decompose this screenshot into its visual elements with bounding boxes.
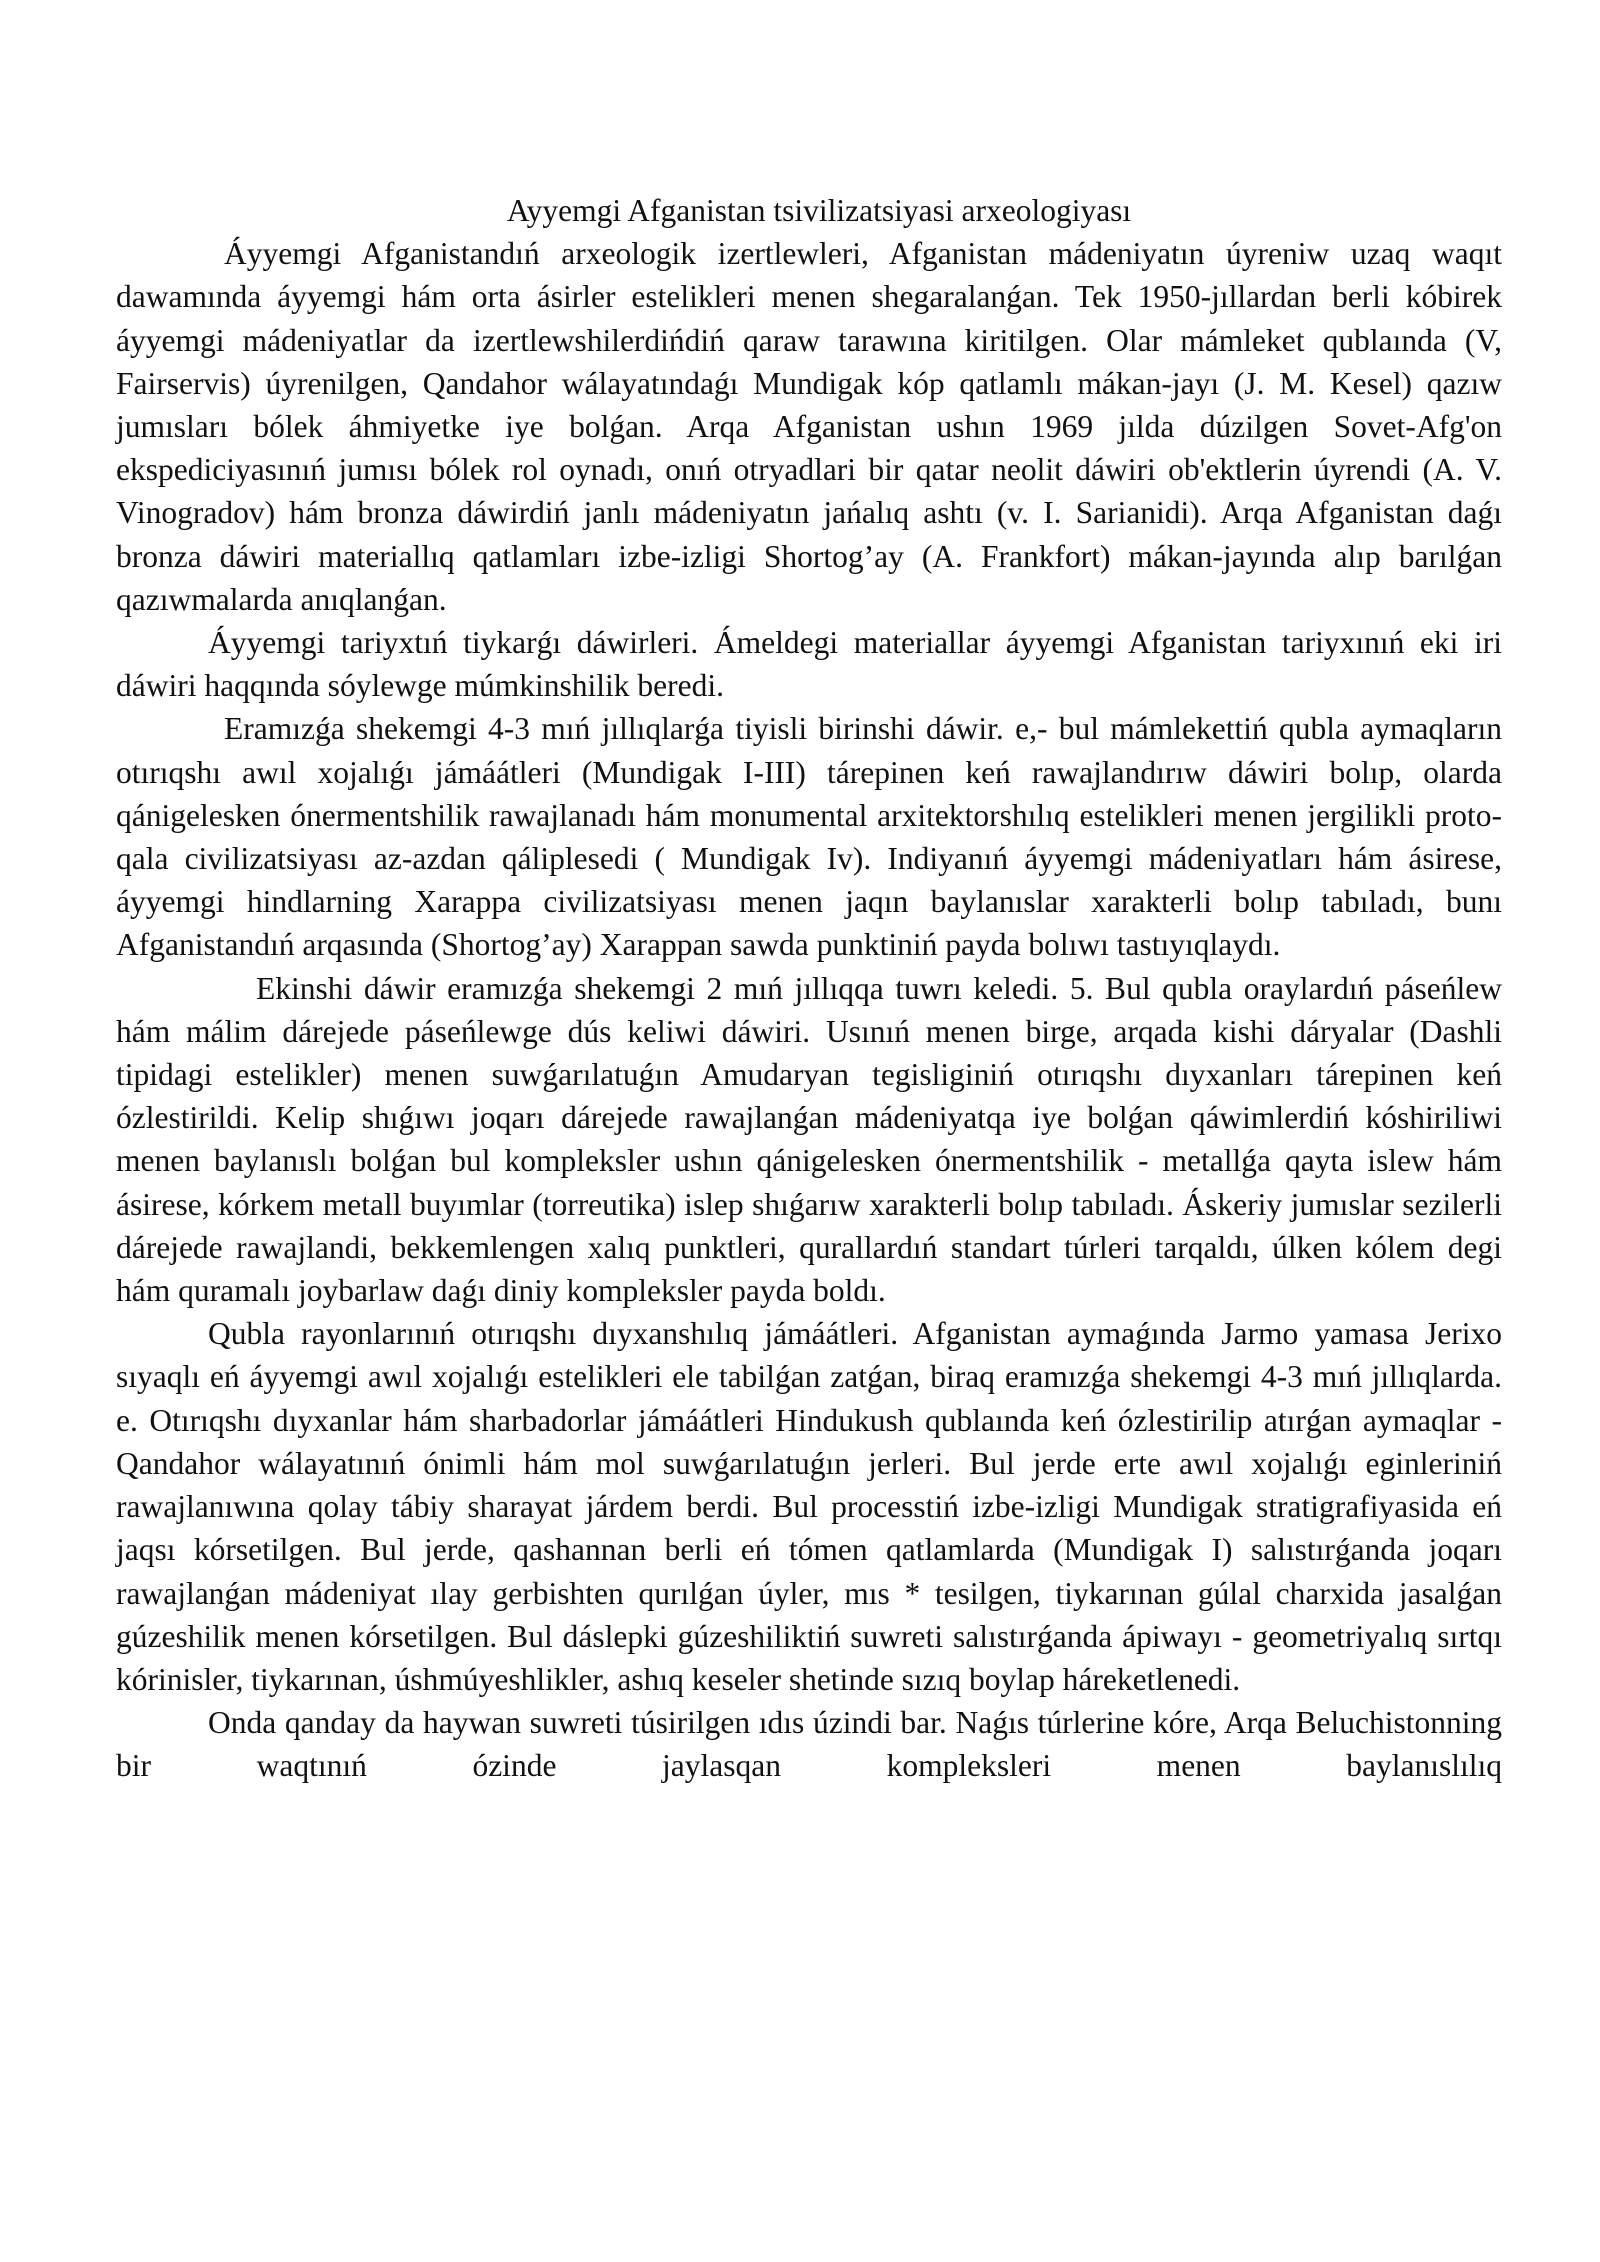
paragraph-vessel-fragment: Onda qanday da haywan suwreti túsirilgen ıdıs úzindi bar. Naǵıs túrlerine kóre, Arqa Beluchistonning bir waqtınıń ózinde jaylasqan kompleksleri menen baylanıslılıq xyxy=(116,1705,1502,1784)
paragraph-first-period: Eramızǵa shekemgi 4-3 mıń jıllıqlarǵa tiyisli birinshi dáwir. e,- bul mámlekettiń qubla aymaqların otırıqshı awıl xojalıǵı jámáátleri (Mundigak I-III) tárepinen keń rawajlandırıw dáwiri bolıp, olarda qánigelesken ónermentshilik rawajlanadı hám monumental arxitektorshılıq estelikleri menen jergilikli proto-qala civilizatsiyası az-azdan qáliplesedi ( Mundigak Iv). Indiyanıń áyyemgi mádeniyatları hám ásirese, áyyemgi hindlarning Xarappa civilizatsiyası menen jaqın baylanıslar xarakterli bolıp tabıladı, bunı Afganistandıń arqasında (Shortog’ay) Xarappan sawda punktiniń payda bolıwı tastıyıqlaydı. xyxy=(116,711,1502,963)
paragraph-second-period: Ekinshi dáwir eramızǵa shekemgi 2 mıń jıllıqqa tuwrı keledi. 5. Bul qubla oraylardıń páseńlew hám málim dárejede páseńlewge dús keliwi dáwiri. Usınıń menen birge, arqada kishi dáryalar (Dashli tipidagi estelikler) menen suwǵarılatuǵın Amudaryan tegisliginiń otırıqshı dıyxanları tárepinen keń ózlestirildi. Kelip shıǵıwı joqarı dárejede rawajlanǵan mádeniyatqa iye bolǵan qáwimlerdiń kóshiriliwi menen baylanıslı bolǵan bul kompleksler ushın qánigelesken ónermentshilik - metallǵa qayta islew hám ásirese, kórkem metall buyımlar (torreutika) islep shıǵarıw xarakterli bolıp tabıladı. Áskeriy jumıslar sezilerli dárejede rawajlandi, bekkemlengen xalıq punktleri, qurallardıń standart túrleri tarqaldı, úlken kólem degi hám quramalı joybarlaw daǵı diniy kompleksler payda boldı. xyxy=(116,970,1502,1309)
document-body xyxy=(116,189,1502,1788)
document-title: Ayyemgi Afganistan tsivilizatsiyasi arxeologiyası xyxy=(506,193,1132,228)
paragraph-main-periods: Áyyemgi tariyxtıń tiykarǵı dáwirleri. Ámeldegi materiallar áyyemgi Afganistan tariyxınıń eki iri dáwiri haqqında sóylewge múmkinshilik beredi. xyxy=(116,625,1502,704)
paragraph-intro: Áyyemgi Afganistandıń arxeologik izertlewleri, Afganistan mádeniyatın úyreniw uzaq waqıt dawamında áyyemgi hám orta ásirler estelikleri menen shegaralanǵan. Tek 1950-jıllardan berli kóbirek áyyemgi mádeniyatlar da izertlewshilerdińdiń qaraw tarawına kiritilgen. Olar mámleket qublaında (V, Fairservis) úyrenilgen, Qandahor wálayatındaǵı Mundigak kóp qatlamlı mákan-jayı (J. M. Kesel) qazıw jumısları bólek áhmiyetke iye bolǵan. Arqa Afganistan ushın 1969 jılda dúzilgen Sovet-Afg'on ekspediciyasınıń jumısı bólek rol oynadı, onıń otryadlari bir qatar neolit dáwiri ob'ektlerin úyrendi (A. V. Vinogradov) hám bronza dáwirdiń janlı mádeniyatın jańalıq ashtı (v. I. Sarianidi). Arqa Afganistan daǵı bronza dáwiri materiallıq qatlamları izbe-izligi Shortog’ay (A. Frankfort) mákan-jayında alıp barılǵan qazıwmalarda anıqlanǵan. xyxy=(116,236,1502,617)
paragraph-southern-communities: Qubla rayonlarınıń otırıqshı dıyxanshılıq jámáátleri. Afganistan aymaǵında Jarmo yamasa Jerixo sıyaqlı eń áyyemgi awıl xojalıǵı estelikleri ele tabilǵan zatǵan, biraq eramızǵa shekemgi 4-3 mıń jıllıqlarda. e. Otırıqshı dıyxanlar hám sharbadorlar jámáátleri Hindukush qublaında keń ózlestirilip atırǵan aymaqlar - Qandahor wálayatınıń ónimli hám mol suwǵarılatuǵın jerleri. Bul jerde erte awıl xojalıǵı eginleriniń rawajlanıwına qolay tábiy sharayat járdem berdi. Bul processtiń izbe-izligi Mundigak stratigrafiyasida eń jaqsı kórsetilgen. Bul jerde, qashannan berli eń tómen qatlamlarda (Mundigak I) salıstırǵanda joqarı rawajlanǵan mádeniyat ılay gerbishten qurılǵan úyler, mıs * tesilgen, tiykarınan gúlal charxida jasalǵan gúzeshilik menen kórsetilgen. Bul dáslepki gúzeshiliktiń suwreti salıstırǵanda ápiwayı - geometriyalıq sırtqı kórinisler, tiykarınan, úshmúyeshlikler, ashıq keseler shetinde sızıq boylap háreketlenedi. xyxy=(116,1316,1502,1697)
